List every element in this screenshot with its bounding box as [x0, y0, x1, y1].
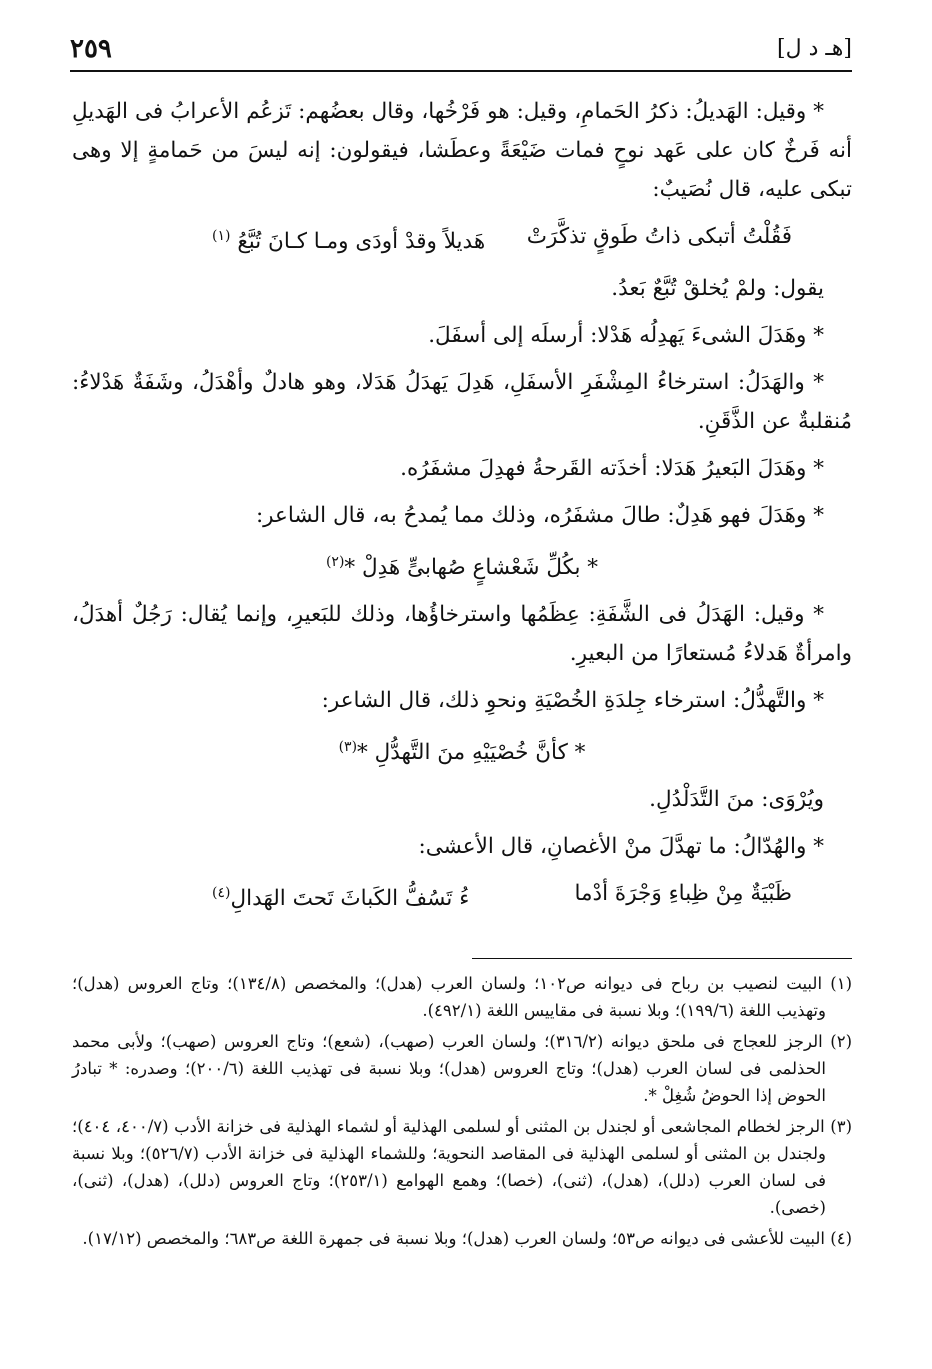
running-head: [هـ د ل] — [777, 36, 852, 61]
paragraph-tahaddul: * والتَّهدُّلُ: استرخاء جِلدَةِ الخُصْيَةِ ونحوِ ذلك، قال الشاعر: — [321, 688, 824, 714]
footnote-ref-4[interactable]: (٤) — [212, 885, 231, 902]
paragraph-hadal: * والهَدَلُ: استرخاءُ المِشْفَرِ الأسفَلِ، هَدِلَ يَهدَلُ هَدَلا، وهو هادلٌ وأهْدَلُ، وشَفَةٌ هَدْلاءُ: مُنقلبةٌ عن الذَّقَنِ. — [72, 370, 852, 435]
verse-second-hemistich: ءُ تَسُفُّ الكَباثَ تَحتَ الهَدالِ$^{(٤)}$ — [212, 885, 470, 912]
paragraph-hadal-shafa: * وقيل: الهَدَلُ فى الشَّفَةِ: عِظَمُها واسترخاؤُها، وذلك للبَعيرِ، وإنما يُقال: رَجُلٌ أهدَلُ، وامرأةٌ هَدلاءُ مُستعارًا من البعيرِ. — [72, 602, 852, 667]
footnote-2: (٢) الرجز للعجاج فى ملحق ديوانه (٣١٦/٢)؛ ولسان العرب (صهب)، (شعع)؛ وتاج العروس (صهب)؛ ولأبى محمد الحذلمى فى لسان العرب (هدل)؛ وتاج العروس (هدل)؛ وبلا نسبة فى تهذيب اللغة (٢٠٠/٦)؛ وصدره: * تبادرُ الحوض إذا الحوضُ شُغِلْ *. — [72, 1032, 852, 1105]
footnote-4: (٤) البيت للأعشى فى ديوانه ص٥٣؛ ولسان العرب (هدل)؛ وبلا نسبة فى جمهرة اللغة ص٦٨٣؛ والمخصص (١٧/١٢). — [82, 1229, 852, 1248]
page-header — [70, 30, 852, 72]
footnotes — [72, 970, 852, 1256]
paragraph-hadil-mashfar: * وهَدَلَ فهو هَدِلٌ: طالَ مشفَرُه، وذلك مما يُمدحُ به، قال الشاعر: — [255, 503, 824, 529]
verse-aasha — [72, 874, 852, 918]
verse-nusayb — [72, 217, 852, 261]
body-text — [72, 92, 852, 927]
verse-first-hemistich: ظَبْيَةٌ مِنْ ظِباءِ وَجْرَةَ أدْما — [574, 881, 792, 907]
footnote-divider — [472, 958, 852, 959]
verse-first-hemistich: فَقُلْتُ أتبكى ذاتُ طَوقٍ تذكَّرَتْ — [526, 224, 792, 249]
footnote-ref-3[interactable]: (٣) — [338, 739, 358, 756]
paragraph-huddal: * والهُدّالُ: ما تهدَّلَ منْ الأغصانِ، قال الأعشى: — [418, 834, 824, 860]
footnote-ref-2[interactable]: (٢) — [325, 554, 345, 571]
verse-second-hemistich: هَديلاً وقدْ أودَى ومـا كـانَ تُبَّعُ $^{(١)}$ — [212, 228, 486, 255]
footnote-3: (٣) الرجز لخطام المجاشعى أو لجندل بن المثنى أو لسلمى الهذلية أو لشماء الهذلية فى خزانة الأدب (٤٠٠/٧، ٤٠٤)؛ ولجندل بن المثنى أو لسلمى الهذلية فى المقاصد النحوية؛ وللشماء الهذلية فى خزانة الأدب (٥٢٦/٧)؛ وبلا نسبة فى لسان العرب (دلل)، (هدل)، (ثنى)، (خصا)؛ وهمع الهوامع (٢٥٣/١)؛ وتاج العروس (دلل)، (هدل)، (ثنى)، (خصى). — [72, 1117, 852, 1217]
verse-shashaa: * بكُلِّ شَعْشاعٍ صُهابىٍّ هَدِلْ *$^{(٢)}$ — [325, 554, 599, 581]
footnote-ref-1[interactable]: (١) — [212, 228, 231, 244]
paragraph-yaqul: يقول: ولمْ يُخلقْ تُبَّعٌ بَعدُ. — [611, 276, 824, 302]
page-number: ٢٥٩ — [70, 34, 112, 64]
paragraph-hadala-baeer: * وهَدَلَ البَعيرُ هَدَلا: أخذَته القَرحةُ فهدِلَ مشفَرُه. — [400, 456, 824, 482]
paragraph-hadala-shay: * وهَدَلَ الشىءَ يَهدِلُه هَدْلا: أرسلَه إلى أسفَلَ. — [428, 323, 824, 349]
paragraph-yurwa: ويُرْوَى: منَ التَّدَلْدُلِ. — [649, 787, 824, 813]
paragraph-hadil: * وقيل: الهَديلُ: ذكرُ الحَمامِ، وقيل: هو فَرْخُها، وقال بعضُهم: تَزعُم الأعرابُ فى الهَديلِ أنه فَرخٌ كان على عَهد نوحٍ فمات ضَيْعَةً وعطَشا، فيقولون: إنه ليسَ من حَمامةٍ إلا وهى تبكى عليه، قال نُصَيبٌ: — [72, 99, 852, 202]
footnote-1: (١) البيت لنصيب بن رباح فى ديوانه ص١٠٢؛ ولسان العرب (هدل)؛ والمخصص (١٣٤/٨)؛ وتاج العروس (هدل)؛ وتهذيب اللغة (١٩٩/٦)؛ وبلا نسبة فى مقاييس اللغة (٤٩٢/١). — [72, 974, 852, 1020]
verse-khusyayhi: * كأنَّ خُصْيَيْهِ منَ التَّهدُّلِ *$^{(٣)}$ — [338, 739, 586, 766]
